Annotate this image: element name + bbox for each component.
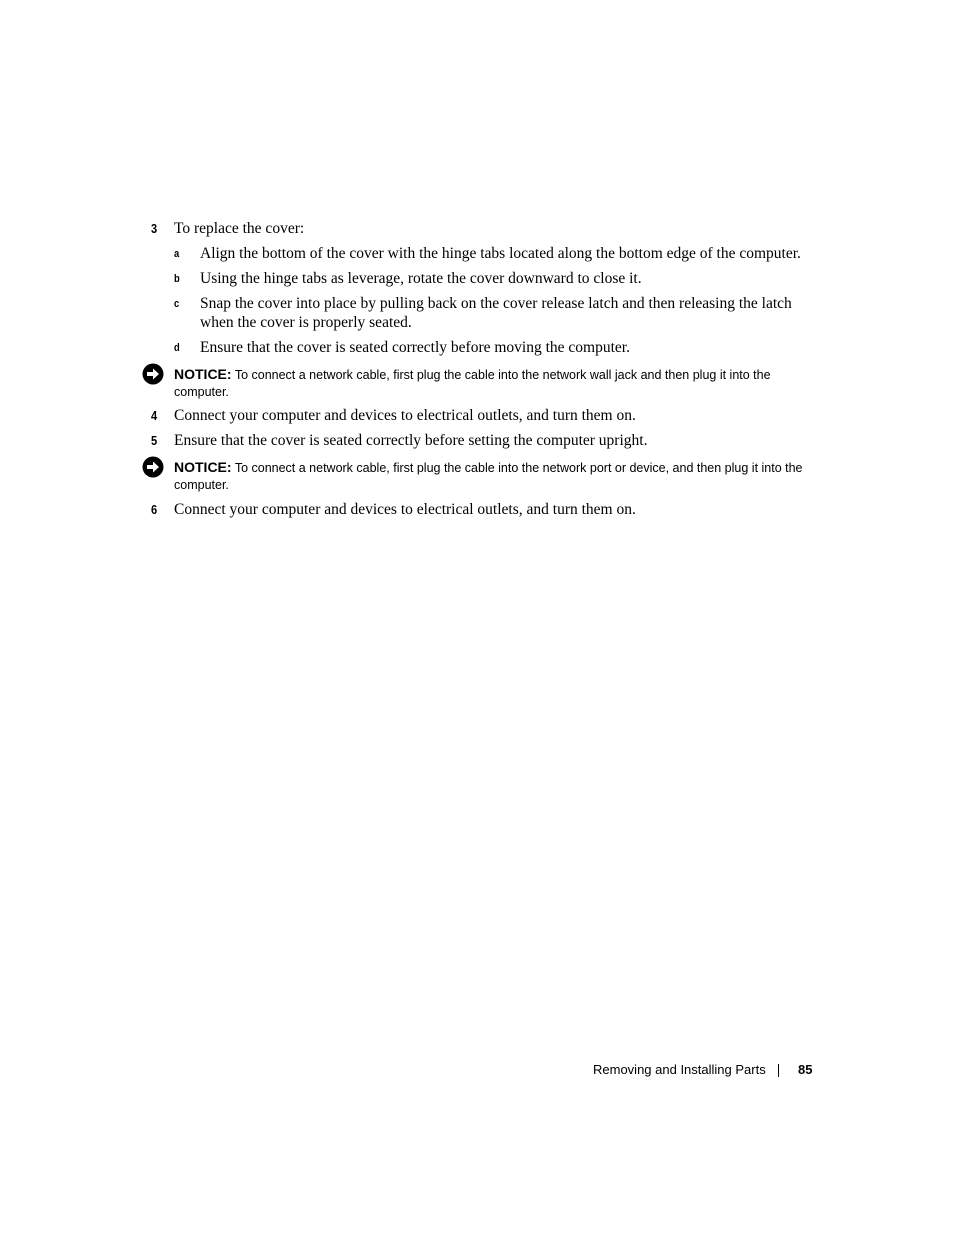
- substep-letter: b: [174, 273, 180, 285]
- substep-letter: c: [174, 298, 180, 310]
- substep-text: Using the hinge tabs as leverage, rotate the cover downward to close it.: [200, 270, 642, 287]
- notice-arrow-icon: [142, 456, 164, 478]
- step-number: 3: [151, 221, 158, 236]
- step-number: 5: [151, 433, 158, 448]
- step-text: Ensure that the cover is seated correctly before setting the computer upright.: [174, 432, 648, 449]
- step-text: Connect your computer and devices to electrical outlets, and turn them on.: [174, 407, 636, 424]
- substep-text: Snap the cover into place by pulling back on the cover release latch and then releasing the latch when the cover is properly seated.: [200, 295, 792, 331]
- notice-label: NOTICE:: [174, 366, 232, 382]
- substep-text: Align the bottom of the cover with the hinge tabs located along the bottom edge of the computer.: [200, 245, 801, 262]
- footer-section-title: Removing and Installing Parts: [593, 1062, 766, 1077]
- notice-text: To connect a network cable, first plug the cable into the network port or device, and then plug it into the computer.: [174, 461, 803, 492]
- notice-text: To connect a network cable, first plug the cable into the network wall jack and then plug it into the computer.: [174, 368, 771, 399]
- page-number: 85: [798, 1062, 813, 1077]
- footer-divider: [778, 1064, 779, 1077]
- notice-box: [174, 366, 824, 401]
- substep-letter: d: [174, 342, 180, 354]
- step-number: 6: [151, 502, 158, 517]
- notice-label: NOTICE:: [174, 459, 232, 475]
- step-text: To replace the cover:: [174, 220, 305, 237]
- substep-letter: a: [174, 248, 180, 260]
- substep-text: Ensure that the cover is seated correctly before moving the computer.: [200, 339, 630, 356]
- notice-arrow-icon: [142, 363, 164, 385]
- step-number: 4: [151, 408, 158, 423]
- notice-box: [174, 459, 824, 494]
- step-text: Connect your computer and devices to electrical outlets, and turn them on.: [174, 501, 636, 518]
